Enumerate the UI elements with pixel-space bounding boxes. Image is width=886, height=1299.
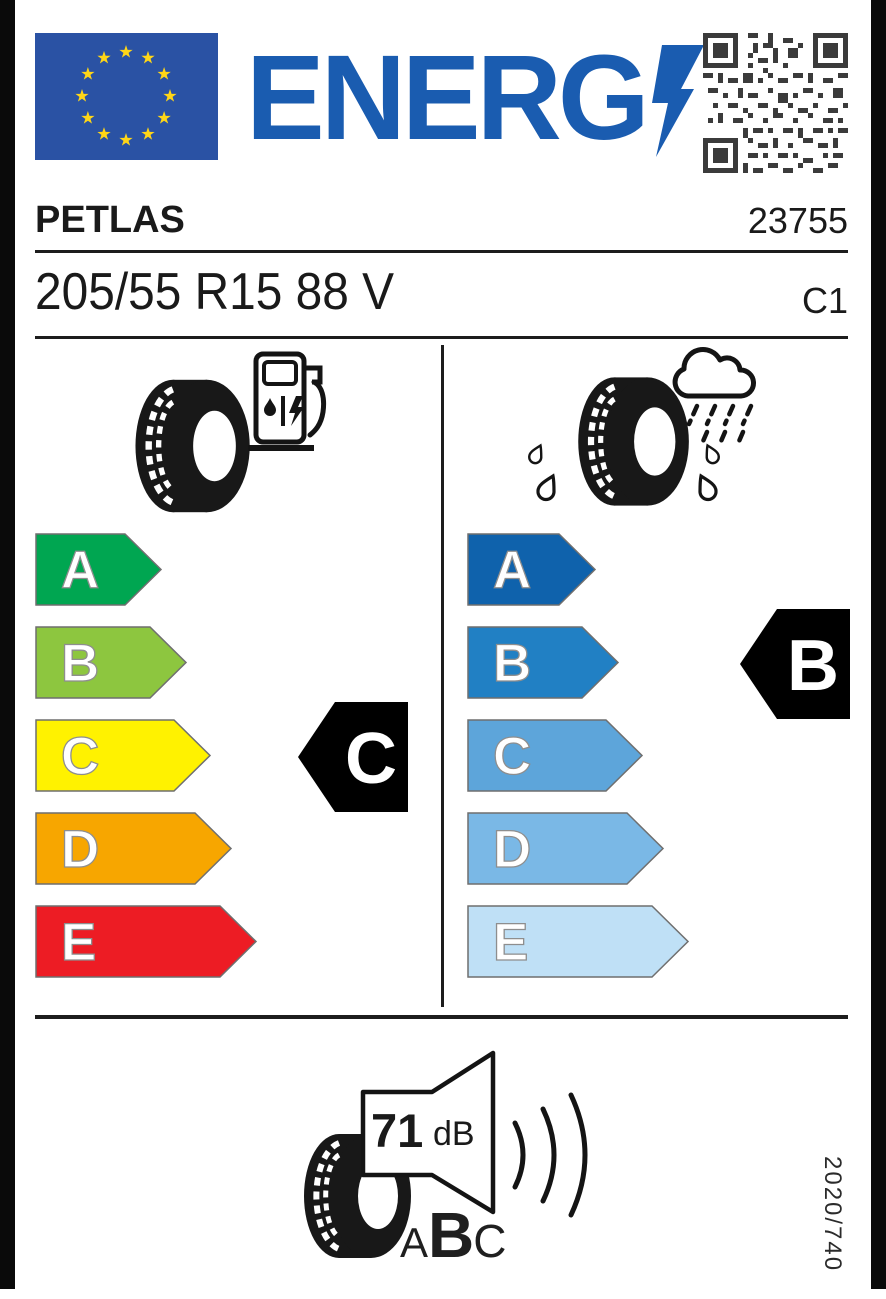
- noise-unit: dB: [433, 1115, 475, 1153]
- energy-logo: [246, 30, 708, 166]
- eu-flag: [35, 33, 218, 160]
- noise-class-scale: [400, 1198, 506, 1272]
- fuel-efficiency-scale: [35, 533, 258, 978]
- wet-grade-a-arrow: [467, 533, 597, 606]
- brand-row: [35, 194, 848, 242]
- grade-letter: A: [493, 541, 532, 600]
- wet-grade-c-arrow: [467, 719, 644, 792]
- grade-letter: C: [493, 727, 532, 786]
- tire-icon: [578, 377, 689, 505]
- wet-grip-pictogram: [525, 338, 795, 523]
- grade-letter: B: [493, 634, 532, 693]
- vertical-divider: [441, 345, 444, 1007]
- fuel-pump-icon: [248, 354, 324, 448]
- grade-letter: C: [61, 727, 100, 786]
- fuel-grade-b-arrow: [35, 626, 188, 699]
- fuel-grade-d-arrow: [35, 812, 233, 885]
- divider-line: [35, 1015, 848, 1019]
- grade-letter: A: [61, 541, 100, 600]
- fuel-grade-c-arrow: [35, 719, 212, 792]
- label-border-right: [871, 0, 886, 1289]
- brand-name: PETLAS: [35, 199, 185, 241]
- label-border-left: [0, 0, 15, 1289]
- wet-rating-arrow: [739, 608, 851, 720]
- wet-grip-scale: [467, 533, 690, 978]
- tire-size: 205/55 R15 88 V: [35, 263, 395, 321]
- noise-class-a: A: [400, 1219, 429, 1266]
- noise-class-b: B: [428, 1199, 474, 1271]
- noise-class-c: C: [473, 1215, 507, 1267]
- regulation-reference: 2020/740: [819, 1156, 846, 1273]
- wet-grade-b-arrow: [467, 626, 620, 699]
- wet-rating-letter: B: [787, 626, 839, 706]
- fuel-grade-a-arrow: [35, 533, 163, 606]
- vehicle-class: C1: [801, 280, 848, 321]
- divider-line: [35, 250, 848, 253]
- energy-logo-text: ENERG: [246, 30, 646, 166]
- lightning-bolt-icon: [650, 45, 708, 157]
- grade-letter: E: [493, 913, 529, 972]
- grade-letter: B: [61, 634, 100, 693]
- grade-letter: D: [493, 820, 532, 879]
- grade-letter: D: [61, 820, 100, 879]
- fuel-rating-arrow: [297, 701, 409, 813]
- tire-size-row: [35, 262, 848, 322]
- grade-letter: E: [61, 913, 97, 972]
- fuel-rating-letter: C: [345, 719, 397, 799]
- tire-icon: [135, 380, 249, 512]
- product-code: 23755: [747, 200, 848, 241]
- wet-grade-d-arrow: [467, 812, 665, 885]
- fuel-efficiency-pictogram: [118, 350, 330, 522]
- fuel-grade-e-arrow: [35, 905, 258, 978]
- wet-grade-e-arrow: [467, 905, 690, 978]
- noise-value: 71: [371, 1104, 424, 1157]
- sound-wave-icon: [515, 1095, 585, 1215]
- qr-code: [703, 33, 848, 173]
